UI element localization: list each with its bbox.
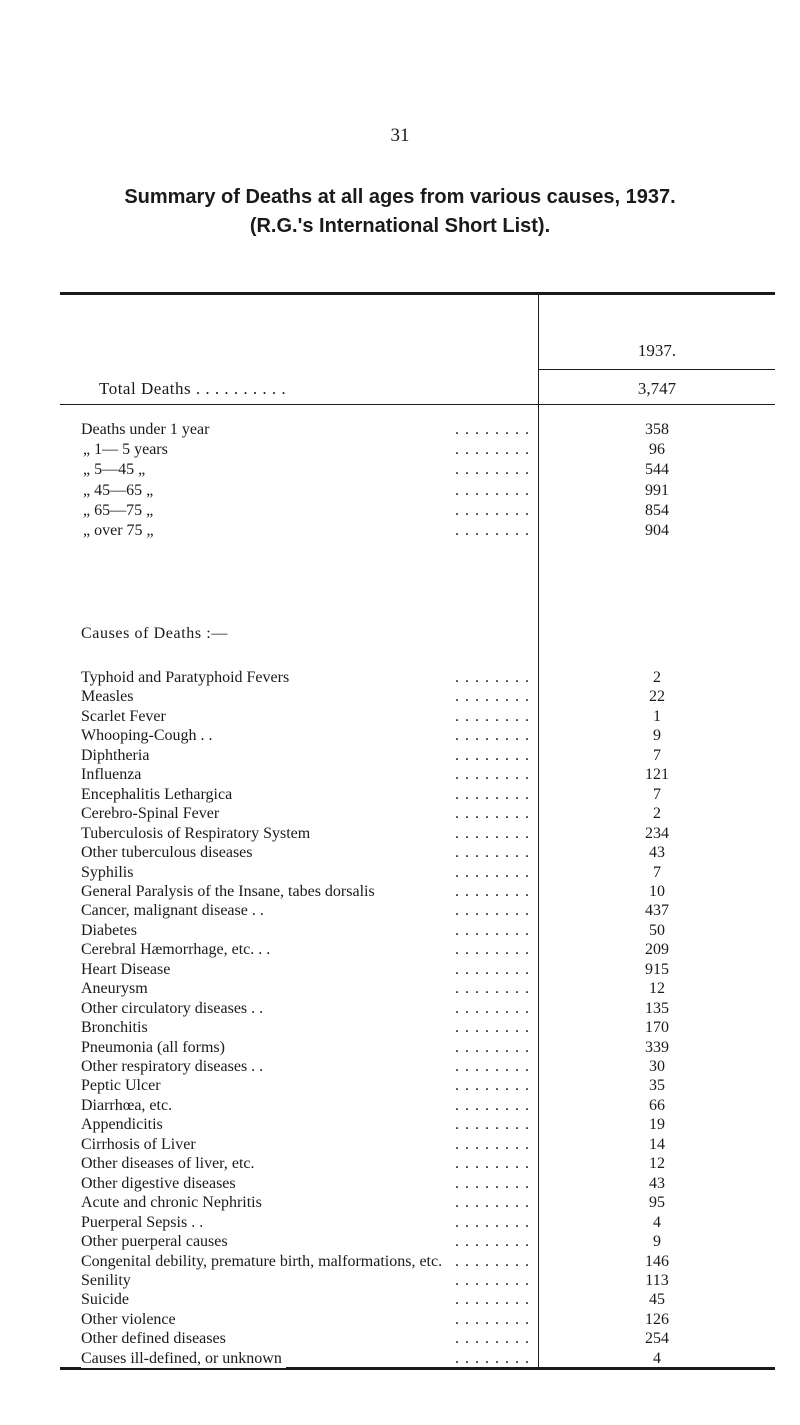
row-value: 43 <box>649 1174 665 1192</box>
table-row <box>60 708 775 728</box>
leader-dots: . . . . . . . . <box>455 1116 530 1134</box>
row-value: 339 <box>645 1038 669 1056</box>
table-row <box>60 482 775 502</box>
leader-dots: . . . . . . . . <box>455 921 530 939</box>
table-row <box>60 1039 775 1059</box>
table-row <box>60 1058 775 1078</box>
leader-dots: . . . . . . . . <box>455 999 530 1017</box>
leader-dots: . . . . . . . . <box>455 824 530 842</box>
row-label: Other defined diseases <box>81 1330 230 1348</box>
row-value: 358 <box>645 421 669 438</box>
row-label: Typhoid and Paratyphoid Fevers <box>81 669 293 687</box>
row-value: 915 <box>645 960 669 978</box>
table-row <box>60 747 775 767</box>
leader-dots: . . . . . . . . <box>455 1271 530 1289</box>
table-row <box>60 844 775 864</box>
row-value: 4 <box>653 1349 661 1367</box>
row-value: 7 <box>653 863 661 881</box>
table-row <box>60 421 775 441</box>
row-label: Influenza <box>81 766 145 784</box>
row-label: Other violence <box>81 1311 180 1329</box>
table-row <box>60 941 775 961</box>
row-value: 10 <box>649 882 665 900</box>
table-row <box>60 727 775 747</box>
page-number: 31 <box>390 125 410 146</box>
row-value: 991 <box>645 481 669 499</box>
leader-dots: . . . . . . . . <box>455 863 530 881</box>
row-label: Cirrhosis of Liver <box>81 1136 200 1154</box>
leader-dots: . . . . . . . . <box>455 1038 530 1056</box>
leader-dots: . . . . . . . . <box>455 1330 530 1348</box>
row-label: Cerebro-Spinal Fever <box>81 805 223 823</box>
leader-dots: . . . . . . . . <box>455 766 530 784</box>
row-value: 30 <box>649 1058 665 1075</box>
table-row <box>60 1097 775 1117</box>
row-value: 126 <box>645 1310 669 1328</box>
leader-dots: . . . . . . . . <box>455 1058 530 1075</box>
leader-dots: . . . . . . . . <box>455 1291 530 1309</box>
row-value: 35 <box>649 1077 665 1095</box>
row-value: 66 <box>649 1096 665 1114</box>
table-row <box>60 1194 775 1214</box>
row-value: 14 <box>649 1135 665 1153</box>
row-label: „ 5—45 „ <box>83 461 149 479</box>
row-value: 19 <box>649 1116 665 1134</box>
table-row <box>60 1291 775 1311</box>
page-title <box>0 183 800 241</box>
table-row <box>60 902 775 922</box>
total-deaths-value: 3,747 <box>637 379 677 398</box>
table-row <box>60 1350 775 1370</box>
table-row <box>60 961 775 981</box>
row-label: Tuberculosis of Respiratory System <box>81 825 314 843</box>
row-label: „ 45—65 „ <box>83 482 157 500</box>
row-value: 209 <box>645 941 669 959</box>
table-row <box>60 1000 775 1020</box>
total-deaths-label: Total Deaths . . . . . . . . . . <box>99 379 287 398</box>
leader-dots: . . . . . . . . <box>455 805 530 823</box>
leader-dots: . . . . . . . . <box>455 688 530 706</box>
leader-dots: . . . . . . . . <box>455 1252 530 1270</box>
row-label: Congenital debility, premature birth, malformations, etc. <box>81 1253 446 1271</box>
row-value: 254 <box>645 1330 669 1348</box>
table-row <box>60 825 775 845</box>
row-value: 2 <box>653 669 661 686</box>
row-value: 95 <box>649 1194 665 1212</box>
row-value: 2 <box>653 805 661 823</box>
row-label: Scarlet Fever <box>81 708 170 726</box>
row-label: Diarrhœa, etc. <box>81 1097 176 1115</box>
leader-dots: . . . . . . . . <box>455 746 530 764</box>
row-value: 904 <box>645 522 669 539</box>
row-label: Other diseases of liver, etc. <box>81 1155 259 1173</box>
leader-dots: . . . . . . . . <box>455 960 530 978</box>
table-row <box>60 864 775 884</box>
table-row <box>60 522 775 542</box>
table-row <box>60 1077 775 1097</box>
leader-dots: . . . . . . . . <box>455 785 530 803</box>
row-label: Causes ill-defined, or unknown <box>81 1350 286 1368</box>
title-line-2: (R.G.'s International Short List). <box>249 215 551 237</box>
row-label: Puerperal Sepsis . . <box>81 1214 207 1232</box>
leader-dots: . . . . . . . . <box>455 1349 530 1367</box>
row-label: Senility <box>81 1272 135 1290</box>
row-label: Bronchitis <box>81 1019 152 1037</box>
row-label: Encephalitis Lethargica <box>81 786 236 804</box>
table-row <box>60 1116 775 1136</box>
row-value: 234 <box>645 824 669 842</box>
row-value: 12 <box>649 980 665 998</box>
table-row <box>60 786 775 806</box>
row-label: Heart Disease <box>81 961 174 979</box>
table-row <box>60 502 775 522</box>
table-row <box>60 441 775 461</box>
row-label: Other circulatory diseases . . <box>81 1000 267 1018</box>
title-line-1: Summary of Deaths at all ages from various causes, 1937. <box>124 186 676 208</box>
table-row <box>60 1311 775 1331</box>
row-label: Diabetes <box>81 922 141 940</box>
leader-dots: . . . . . . . . <box>455 1174 530 1192</box>
row-label: „ over 75 „ <box>83 522 158 540</box>
row-label: Whooping-Cough . . <box>81 727 217 745</box>
table-row <box>60 883 775 903</box>
row-value: 854 <box>645 501 669 519</box>
table-row <box>60 922 775 942</box>
row-value: 113 <box>645 1271 669 1289</box>
row-value: 7 <box>653 785 661 803</box>
table-row <box>60 1155 775 1175</box>
row-label: Measles <box>81 688 137 706</box>
row-value: 43 <box>649 844 665 862</box>
leader-dots: . . . . . . . . <box>455 941 530 959</box>
row-label: Suicide <box>81 1291 133 1309</box>
leader-dots: . . . . . . . . <box>455 1310 530 1328</box>
leader-dots: . . . . . . . . <box>455 707 530 725</box>
leader-dots: . . . . . . . . <box>455 1077 530 1095</box>
row-value: 437 <box>645 902 669 920</box>
year-column-header: 1937. <box>637 341 677 360</box>
table-row <box>60 1233 775 1253</box>
table-row <box>60 688 775 708</box>
row-value: 45 <box>649 1291 665 1309</box>
deaths-summary-table <box>60 292 775 1370</box>
leader-dots: . . . . . . . . <box>455 882 530 900</box>
row-label: Other tuberculous diseases <box>81 844 257 862</box>
row-value: 22 <box>649 688 665 706</box>
row-value: 121 <box>645 766 669 784</box>
row-value: 146 <box>645 1252 669 1270</box>
leader-dots: . . . . . . . . <box>455 421 530 438</box>
leader-dots: . . . . . . . . <box>455 1019 530 1037</box>
table-row <box>60 1214 775 1234</box>
table-row <box>60 1253 775 1273</box>
table-row <box>60 1175 775 1195</box>
row-label: Acute and chronic Nephritis <box>81 1194 266 1212</box>
row-label: Deaths under 1 year <box>81 421 213 439</box>
table-row <box>60 1019 775 1039</box>
row-label: „ 1— 5 years <box>83 441 172 459</box>
table-row <box>60 766 775 786</box>
causes-heading: Causes of Deaths :— <box>81 625 228 642</box>
leader-dots: . . . . . . . . <box>455 1213 530 1231</box>
leader-dots: . . . . . . . . <box>455 1135 530 1153</box>
table-row <box>60 980 775 1000</box>
total-rule <box>60 404 775 405</box>
row-label: Syphilis <box>81 864 137 882</box>
row-label: Peptic Ulcer <box>81 1077 165 1095</box>
row-value: 9 <box>653 1233 661 1251</box>
row-value: 7 <box>653 746 661 764</box>
row-label: Appendicitis <box>81 1116 167 1134</box>
leader-dots: . . . . . . . . <box>455 1096 530 1114</box>
leader-dots: . . . . . . . . <box>455 844 530 862</box>
leader-dots: . . . . . . . . <box>455 481 530 499</box>
leader-dots: . . . . . . . . <box>455 461 530 479</box>
row-label: Pneumonia (all forms) <box>81 1039 229 1057</box>
leader-dots: . . . . . . . . <box>455 501 530 519</box>
leader-dots: . . . . . . . . <box>455 522 530 539</box>
table-row <box>60 1136 775 1156</box>
row-label: Other respiratory diseases . . <box>81 1058 267 1076</box>
row-label: General Paralysis of the Insane, tabes dorsalis <box>81 883 379 901</box>
leader-dots: . . . . . . . . <box>455 441 530 459</box>
row-value: 50 <box>649 921 665 939</box>
row-value: 135 <box>645 999 669 1017</box>
row-value: 4 <box>653 1213 661 1231</box>
row-value: 96 <box>649 441 665 459</box>
row-label: Aneurysm <box>81 980 152 998</box>
leader-dots: . . . . . . . . <box>455 669 530 686</box>
row-label: Cancer, malignant disease . . <box>81 902 268 920</box>
year-header-rule <box>539 369 775 370</box>
row-label: Other puerperal causes <box>81 1233 232 1251</box>
row-value: 544 <box>645 461 669 479</box>
row-value: 9 <box>653 727 661 745</box>
row-value: 1 <box>653 707 661 725</box>
row-value: 12 <box>649 1155 665 1173</box>
leader-dots: . . . . . . . . <box>455 980 530 998</box>
leader-dots: . . . . . . . . <box>455 1155 530 1173</box>
leader-dots: . . . . . . . . <box>455 1233 530 1251</box>
table-row <box>60 1330 775 1350</box>
row-label: Other digestive diseases <box>81 1175 240 1193</box>
row-label: Cerebral Hæmorrhage, etc. . . <box>81 941 274 959</box>
leader-dots: . . . . . . . . <box>455 1194 530 1212</box>
leader-dots: . . . . . . . . <box>455 727 530 745</box>
leader-dots: . . . . . . . . <box>455 902 530 920</box>
table-row <box>60 1272 775 1292</box>
row-value: 170 <box>645 1019 669 1037</box>
table-row <box>60 669 775 689</box>
row-label: „ 65—75 „ <box>83 502 157 520</box>
table-row <box>60 805 775 825</box>
table-row <box>60 461 775 481</box>
row-label: Diphtheria <box>81 747 153 765</box>
